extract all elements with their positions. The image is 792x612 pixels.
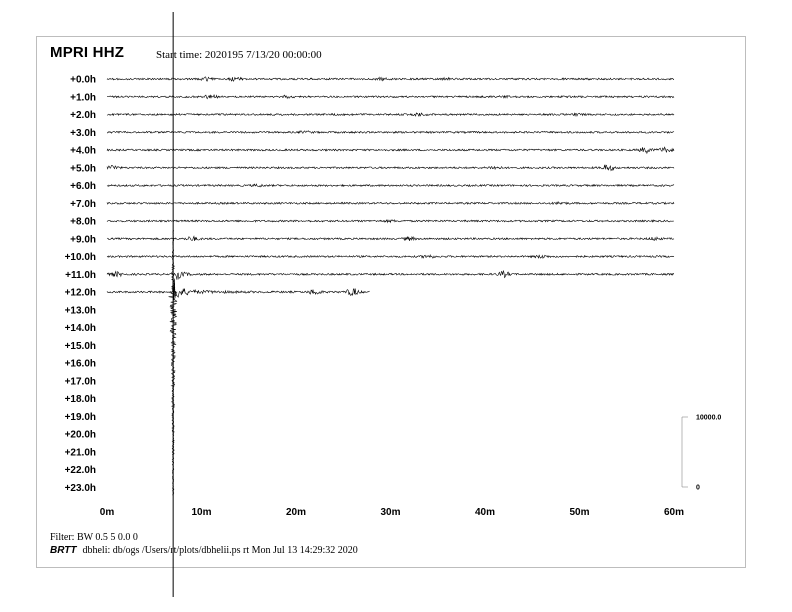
hour-label: +13.0h bbox=[64, 305, 96, 317]
amplitude-scale bbox=[682, 415, 721, 492]
trace-hour-0 bbox=[107, 77, 674, 81]
hour-label: +19.0h bbox=[64, 411, 96, 423]
trace-hour-3 bbox=[107, 131, 674, 133]
brand-label: BRTT bbox=[50, 545, 77, 556]
minute-tick-label: 60m bbox=[663, 507, 685, 518]
hour-label: +14.0h bbox=[64, 323, 96, 334]
hour-label: +12.0h bbox=[64, 287, 96, 299]
hour-label-group bbox=[65, 75, 96, 494]
trace-hour-11 bbox=[107, 271, 674, 280]
hour-label: +3.0h bbox=[70, 127, 96, 139]
minute-tick-label: 20m bbox=[285, 507, 307, 518]
trace-hour-12 bbox=[107, 276, 370, 300]
hour-label: +21.0h bbox=[64, 447, 96, 459]
hour-label: +6.0h bbox=[70, 181, 96, 192]
hour-label: +16.0h bbox=[64, 358, 96, 370]
trace-hour-9 bbox=[107, 236, 674, 241]
trace-hour-8 bbox=[107, 220, 674, 223]
hour-label: +23.0h bbox=[64, 482, 96, 494]
hour-label: +7.0h bbox=[70, 198, 96, 210]
trace-group bbox=[107, 77, 674, 495]
hour-label: +22.0h bbox=[64, 465, 96, 476]
hour-label: +0.0h bbox=[70, 74, 96, 86]
minute-tick-label: 50m bbox=[569, 507, 590, 518]
hour-label: +5.0h bbox=[70, 163, 96, 175]
minute-tick-label: 40m bbox=[474, 507, 496, 518]
hour-label: +8.0h bbox=[70, 216, 96, 228]
minute-tick-label: 10m bbox=[191, 507, 212, 518]
hour-label: +11.0h bbox=[65, 269, 96, 281]
trace-hour-2 bbox=[107, 113, 674, 116]
start-time: Start time: 2020195 7/13/20 00:00:00 bbox=[156, 49, 322, 61]
trace-hour-1 bbox=[107, 95, 674, 99]
scale-top-label: 10000.0 bbox=[696, 414, 722, 422]
hour-label: +4.0h bbox=[70, 145, 96, 157]
trace-hour-4 bbox=[107, 147, 674, 153]
hour-label: +18.0h bbox=[64, 394, 96, 405]
footer-line bbox=[50, 545, 358, 556]
trace-hour-7 bbox=[107, 202, 674, 205]
trace-hour-10 bbox=[107, 255, 674, 258]
hour-label: +1.0h bbox=[70, 92, 96, 104]
hour-label: +9.0h bbox=[70, 234, 96, 246]
minute-tick-label: 30m bbox=[380, 507, 401, 518]
filter-info: Filter: BW 0.5 5 0.0 0 bbox=[50, 532, 138, 543]
scale-bottom-label: 0 bbox=[696, 484, 700, 492]
trace-hour-6 bbox=[107, 184, 674, 187]
command-text: dbheli: db/ogs /Users/rt/plots/dbhelii.ps rt Mon Jul 13 14:29:32 2020 bbox=[82, 545, 358, 556]
hour-label: +10.0h bbox=[64, 252, 96, 263]
minute-label-group bbox=[100, 507, 684, 518]
hour-label: +17.0h bbox=[64, 376, 96, 388]
hour-label: +15.0h bbox=[64, 340, 96, 352]
minute-tick-label: 0m bbox=[99, 507, 115, 518]
hour-label: +2.0h bbox=[70, 110, 96, 121]
trace-hour-5 bbox=[107, 165, 674, 171]
hour-label: +20.0h bbox=[64, 429, 96, 441]
station-title: MPRI HHZ bbox=[50, 44, 125, 61]
